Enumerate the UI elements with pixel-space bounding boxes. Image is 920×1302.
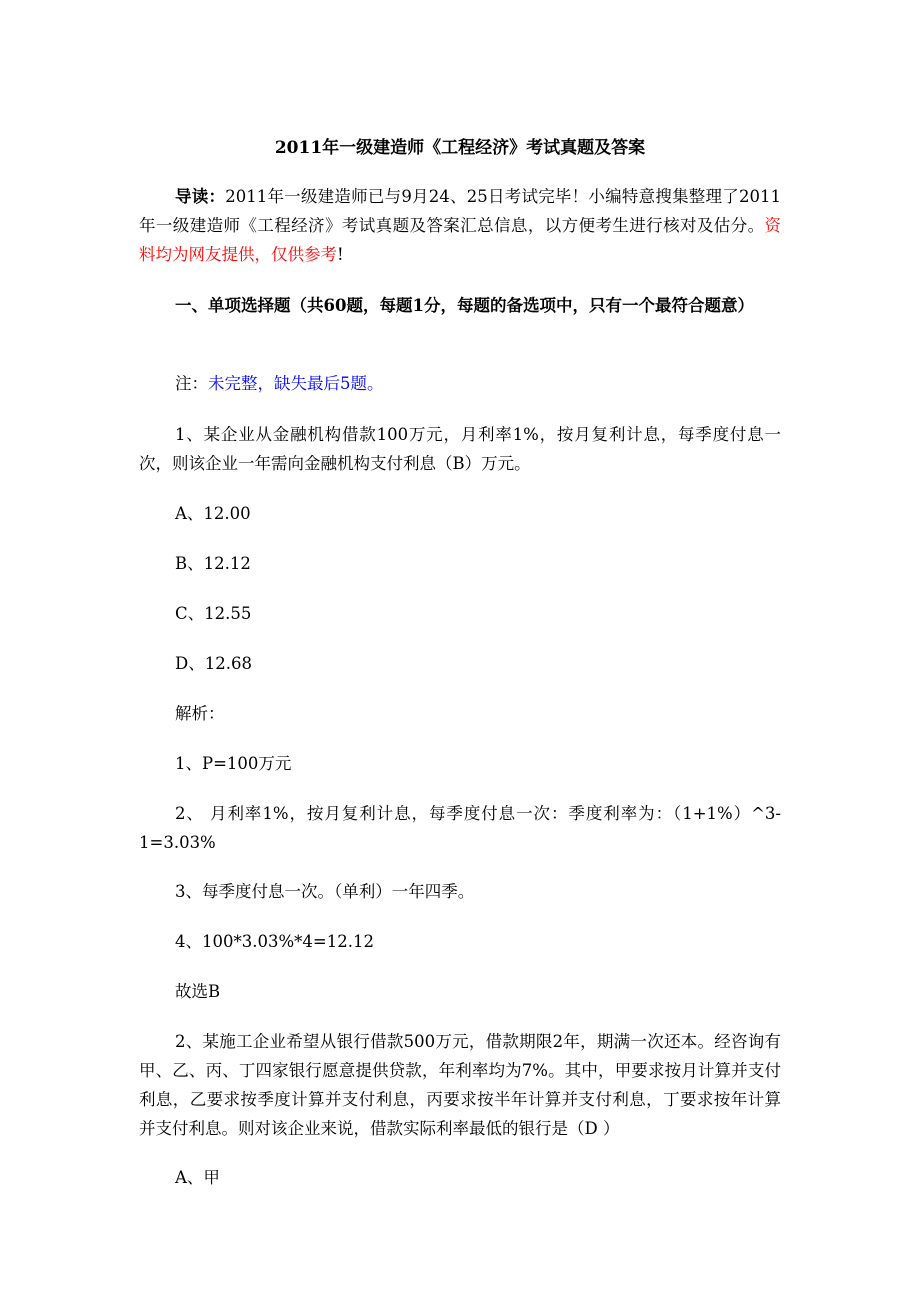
note-text: 未完整，缺失最后5题。 bbox=[208, 374, 384, 393]
q1-option-b: B、12.12 bbox=[175, 554, 251, 573]
document-title: 2011年一级建造师《工程经济》考试真题及答案 bbox=[274, 138, 646, 158]
section-heading: 一、单项选择题（共60题，每题1分，每题的备选项中，只有一个最符合题意） bbox=[175, 296, 754, 315]
q1-analysis-label: 解析： bbox=[175, 704, 225, 723]
intro-highlight: 资料均为网友提供，仅供参考 bbox=[139, 216, 781, 264]
intro-paragraph bbox=[139, 182, 781, 269]
q1-option-d: D、12.68 bbox=[175, 654, 252, 673]
q1-step-4: 4、100*3.03%*4=12.12 bbox=[175, 932, 374, 951]
q1-conclusion: 故选B bbox=[175, 982, 221, 1001]
q2-stem: 2、某施工企业希望从银行借款500万元，借款期限2年，期满一次还本。经咨询有甲、乙、丙、丁四家银行愿意提供贷款，年利率均为7%。其中，甲要求按月计算并支付利息，乙要求按季度计算并支付利息，丙要求按半年计算并支付利息，丁要求按年计算并支付利息。则对该企业来说，借款实际利率最低的银行是（D ） bbox=[139, 1032, 781, 1138]
q2-option-a: A、甲 bbox=[175, 1168, 220, 1187]
q1-option-c: C、12.55 bbox=[175, 604, 252, 623]
note-paragraph bbox=[139, 369, 781, 398]
note-label: 注： bbox=[175, 374, 208, 393]
q1-step-2: 2、 月利率1%，按月复利计息，每季度付息一次：季度利率为：（1+1%）^3-1=3.03% bbox=[139, 804, 781, 852]
q1-stem: 1、某企业从金融机构借款100万元，月利率1%，按月复利计息，每季度付息一次，则该企业一年需向金融机构支付利息（B）万元。 bbox=[139, 425, 781, 473]
intro-text: 2011年一级建造师已与9月24、25日考试完毕！小编特意搜集整理了2011年一级建造师《工程经济》考试真题及答案汇总信息，以方便考生进行核对及估分。 bbox=[139, 187, 782, 235]
intro-end: ! bbox=[337, 245, 344, 264]
q1-step-1: 1、P=100万元 bbox=[175, 754, 292, 773]
intro-label: 导读： bbox=[175, 187, 226, 206]
q1-step-3: 3、每季度付息一次。（单利）一年四季。 bbox=[175, 882, 475, 901]
q1-option-a: A、12.00 bbox=[175, 504, 251, 523]
